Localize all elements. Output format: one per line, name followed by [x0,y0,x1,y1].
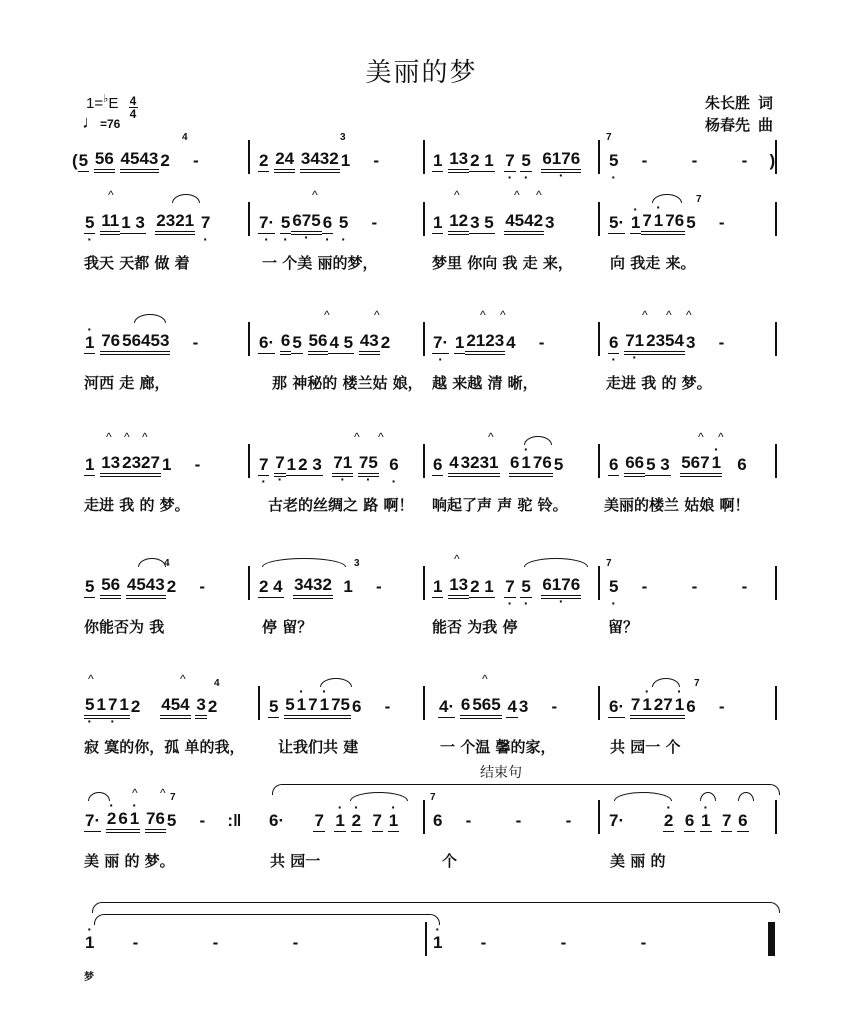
barline [775,202,777,236]
slur [524,436,552,445]
key-note: E [108,95,119,112]
accent-mark: ^ [354,430,360,444]
lyric: 共 园一 个 [610,738,681,756]
slur [172,194,200,203]
barline [775,322,777,356]
slur [138,558,166,567]
accent-mark: ^ [718,430,724,444]
accent-mark: ^ [106,430,112,444]
accent-mark: ^ [686,308,692,322]
accent-mark: ^ [180,672,186,686]
barline [258,686,260,720]
lyric: 梦 [84,972,94,983]
measure-9: · 1 76 56453 - [84,328,220,358]
accent-mark: ^ [378,430,384,444]
barline [425,922,427,956]
composer-name: 杨春先 [704,116,750,134]
barline [598,800,600,834]
lyrics-line-8 [80,968,780,990]
composer-role: 曲 [757,116,773,134]
barline [423,140,425,174]
barline [423,322,425,356]
barline [248,444,250,478]
lyric: 能否 为我 停 [432,618,518,636]
grace-note: 3 [354,558,360,569]
barline [775,686,777,720]
measure-6: 7· · 5 · 675 · 6 · 5 · - ^ [258,208,399,238]
accent-mark: ^ [698,430,704,444]
slur [88,792,110,801]
lyric: 越 来越 清 晰， [432,374,538,392]
lyric: 停 留？ [262,618,313,636]
flat-icon: ♭ [103,93,109,105]
lyric: 留？ [608,618,639,636]
accent-mark: ^ [488,430,494,444]
measure-20: 7 5 · - - - [608,572,769,602]
slur [652,678,680,687]
accent-mark: ^ [324,308,330,322]
slur [652,194,682,203]
measure-13: 1 13 2327 1 - ^ ^ ^ [84,450,222,480]
lyric: 美 丽 的 [610,852,666,870]
barline [423,566,425,600]
barline [775,800,777,834]
quarter-note-icon: ♩ [82,112,100,132]
measure-26: 6· 7 · 1 · 2 7 · 1 [268,806,399,836]
lyrics-line-2 [80,252,780,274]
barline [775,444,777,478]
measure-30: · 1 - - - [432,928,683,958]
accent-mark: ^ [666,308,672,322]
lyric: 共 园一 [270,852,321,870]
lyricist-name: 朱长胜 [704,94,750,112]
lyric: 古老的丝绸之 路 啊！ [268,496,414,514]
accent-mark: ^ [514,188,520,202]
paren-open: ( [72,151,78,170]
tempo-marking [82,112,120,133]
accent-mark: ^ [536,188,542,202]
lyric: 让我们共 建 [278,738,359,756]
grace-note: 7 [606,132,612,143]
measure-23: 4· 6 565 4 3 - ^ [438,692,579,722]
measure-5: 5 · 11 1 3 2321 7 · ^ [84,208,211,238]
slur [524,558,588,567]
barline [248,140,250,174]
measure-27: 7 6 - - - [430,792,572,830]
barline [423,202,425,236]
accent-mark: ^ [482,672,488,686]
accent-mark: ^ [160,786,166,800]
lyric: 寂 寞的你，孤 单的我， [84,738,245,756]
measure-7: 1 12 3 5 4542 3 ^ ^ ^ [432,208,556,238]
lyrics-line-5 [80,616,780,638]
grace-note: 7 [606,558,612,569]
grace-note: 4 [182,132,188,143]
accent-mark: ^ [480,308,486,322]
accent-mark: ^ [88,672,94,686]
lyric: 美 丽 的 梦。 [84,852,175,870]
barline [598,322,600,356]
measure-18: 2 4 3432 3 1 - [258,572,404,602]
grace-note: 7 [170,792,176,803]
paren-close: ) [769,151,776,170]
credits [705,92,773,136]
outer-tie [92,902,780,913]
accent-mark: ^ [454,552,460,566]
lyricist-role: 词 [757,94,773,112]
barline [775,566,777,600]
grace-note: 3 [340,132,346,143]
measure-2: 2 24 3432 3 1 - [258,146,401,176]
lyrics-line-4 [80,494,780,516]
lyric: 那 神秘的 楼兰姑 娘， [272,374,423,392]
lyrics-line-7 [80,850,780,872]
lyric: 走进 我 的 梦。 [606,374,712,392]
grace-note: 4 [214,678,220,689]
barline [598,566,600,600]
measure-11: 7· · 1 2123 4 - ^ ^ [432,328,567,358]
slur [134,314,166,323]
barline [598,686,600,720]
repeat-end-barline: :‖ [227,811,242,830]
measure-1: ( 5 56 4543 4 2 - [72,146,221,176]
accent-mark: ^ [108,188,114,202]
song-title: 美丽的梦 [365,58,478,88]
lyric: 我天 天都 做 着 [84,254,190,272]
key-label: 1= [86,95,104,112]
barline [423,444,425,478]
lyric: 美丽的楼兰 姑娘 啊！ [604,496,750,514]
rest-dash: - [192,151,199,170]
accent-mark: ^ [374,308,380,322]
lyric: 一 个温 馨的家， [440,738,556,756]
grace-note: 7 [694,678,700,689]
barline [598,444,600,478]
ending-phrase-label: 结束句 [480,765,522,781]
accent-mark: ^ [132,786,138,800]
tempo-value: =76 [100,117,121,131]
lyric: 个 [442,852,458,870]
grace-note: 4 [164,558,170,569]
accent-mark: ^ [124,430,130,444]
measure-3: 1 13 2 1 7 · 5 · 6176 · [432,146,581,176]
barline [248,322,250,356]
measure-10: 6· 6 5 56 4 5 43 2 ^ ^ [258,328,391,358]
barline [598,202,600,236]
measure-17: 5 56 4543 4 2 - [84,572,227,602]
lyric: 向 我走 来。 [610,254,696,272]
inner-tie [94,914,440,925]
measure-21: 5 · 1 7 · 1 2 454 3 4 2 ^ ^ [84,692,218,722]
time-top: 4 [129,94,137,108]
accent-mark: ^ [454,188,460,202]
measure-24: 6· 7 · 1 27 · 1 7 6 - [608,692,747,722]
barline [598,140,600,174]
lyric: 响起了声 声 驼 铃。 [432,496,568,514]
lyric: 河西 走 廊， [84,374,170,392]
measure-14: 7 · 7 · 1 2 3 71 · 75 · 6 · ^ ^ [258,450,400,480]
grace-note: 7 [430,792,436,803]
final-barline [768,922,775,956]
accent-mark: ^ [142,430,148,444]
rest-dash: - [373,151,379,170]
measure-16: 6 66 5 3 567 · 1 6 ^ ^ [608,450,748,480]
accent-mark: ^ [500,308,506,322]
lyrics-line-6 [80,736,780,758]
measure-28: 7· · 2 6 · 1 7 6 [608,806,749,836]
barline [248,202,250,236]
lyric: 梦里 你向 我 走 来， [432,254,573,272]
slur [262,558,346,567]
slur [320,678,352,687]
lyrics-line-3 [80,372,780,394]
lyric: 你能否为 我 [84,618,165,636]
measure-19: 1 13 2 1 7 · 5 · 6176 · ^ [432,572,581,602]
lyric: 一 个美 丽的梦， [262,254,378,272]
accent-mark: ^ [642,308,648,322]
measure-29: · 1 - - - [84,928,335,958]
measure-4: 7 5 · - - - ) [608,146,775,176]
measure-12: 6 · 71 · 2354 3 - ^ ^ ^ [608,328,746,358]
measure-8: 5· · 1 7 · 1 76 7 5 - [608,208,747,238]
barline [423,800,425,834]
grace-note: 7 [696,194,702,205]
measure-22: 5 5 · 1 7 · 1 75 6 - [268,692,412,722]
composer [705,114,773,136]
barline [423,686,425,720]
time-bottom: 4 [129,107,137,121]
measure-25: 7· · 2 6 · 1 76 7 5 - :‖ ^ ^ [84,806,242,836]
accent-mark: ^ [312,188,318,202]
barline [248,566,250,600]
lyric: 走进 我 的 梦。 [84,496,190,514]
measure-15: 6 4 3231 6 · 1 76 5 ^ [432,450,564,480]
time-signature [129,95,138,120]
barline [775,140,777,174]
lyricist [705,92,773,114]
